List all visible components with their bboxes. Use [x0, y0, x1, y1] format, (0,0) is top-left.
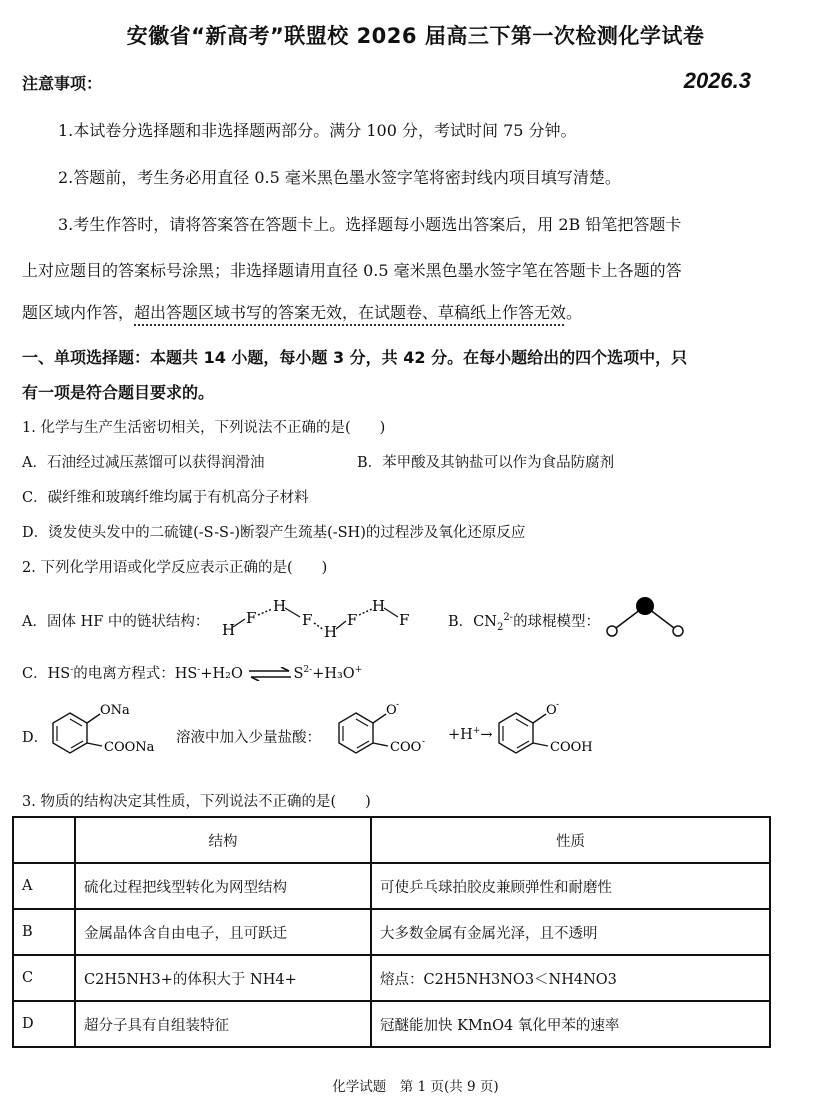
- q2-option-d-mid: 溶液中加入少量盐酸：: [176, 730, 321, 746]
- table-header-cell: 结构: [75, 817, 371, 863]
- notice-1: 1.本试卷分选择题和非选择题两部分。满分 100 分，考试时间 75 分钟。: [58, 121, 577, 140]
- svg-text:O: O: [386, 703, 397, 718]
- notice-3-pre: 题区域内作答，: [22, 303, 135, 322]
- q2-stem: 2. 下列化学用语或化学反应表示正确的是( ): [22, 560, 328, 576]
- notice-heading: 注意事项：: [22, 74, 103, 93]
- table-cell: 熔点：C2H5NH3NO3＜NH4NO3: [371, 955, 770, 1001]
- sodium-salicylate-structure: [40, 694, 180, 774]
- hf-atom: F: [302, 611, 313, 629]
- section-heading-line2: 有一项是符合题目要求的。: [22, 383, 215, 402]
- q3-table: [12, 816, 771, 1048]
- svg-text:O: O: [546, 703, 557, 718]
- table-cell: 可使乒乓球拍胶皮兼顾弹性和耐磨性: [371, 863, 770, 909]
- q2-option-c: C．HS-的电离方程式：HS-+H₂O $S^{2-}+H_3O^+$: [22, 665, 363, 682]
- svg-text:ONa: ONa: [100, 703, 130, 718]
- salicylic-acid-anion-structure: [486, 694, 626, 774]
- cn2-ball-stick-model: [600, 592, 696, 640]
- svg-text:-: -: [556, 700, 560, 710]
- q2-option-b-label: B．$CN_2^{2-}$的球棍模型：: [448, 612, 601, 633]
- notice-3-end: 。: [566, 303, 583, 322]
- hf-chain-structure: [218, 593, 418, 641]
- table-header-row: [13, 817, 770, 863]
- q1-option-b: B．苯甲酸及其钠盐可以作为食品防腐剂: [357, 455, 615, 471]
- table-cell: D: [13, 1001, 75, 1047]
- table-row: [13, 1001, 770, 1047]
- hf-atom: F: [347, 611, 358, 629]
- table-cell: 金属晶体含自由电子，且可跃迁: [75, 909, 371, 955]
- hf-atom: H: [273, 597, 287, 615]
- table-row: [13, 909, 770, 955]
- hf-atom: H: [324, 623, 338, 641]
- q2-option-d-reagent: +H+→: [448, 726, 493, 743]
- hf-atom: H: [372, 597, 386, 615]
- page-footer: 化学试题 第 1 页(共 9 页): [332, 1079, 499, 1095]
- svg-text:COOH: COOH: [550, 740, 593, 755]
- notice-3-line3: [22, 300, 582, 323]
- table-cell: 大多数金属有金属光泽，且不透明: [371, 909, 770, 955]
- hf-atom: F: [399, 611, 410, 629]
- q2-option-d-label: D．: [22, 730, 49, 746]
- table-header-cell: 性质: [371, 817, 770, 863]
- table-header-cell: [13, 817, 75, 863]
- section-heading-line1: 一、单项选择题：本题共 14 小题，每小题 3 分，共 42 分。在每小题给出的四个选项中，只: [22, 348, 688, 367]
- svg-text:-: -: [396, 700, 400, 710]
- svg-text:COO: COO: [390, 740, 422, 755]
- hf-atom: F: [246, 609, 257, 627]
- q1-option-c: C．碳纤维和玻璃纤维均属于有机高分子材料: [22, 490, 309, 506]
- equilibrium-arrow-icon: [247, 667, 293, 681]
- notice-2: 2.答题前，考生务必用直径 0.5 毫米黑色墨水签字笔将密封线内项目填写清楚。: [58, 168, 621, 187]
- table-cell: 超分子具有自组装特征: [75, 1001, 371, 1047]
- table-cell: 冠醚能加快 KMnO4 氧化甲苯的速率: [371, 1001, 770, 1047]
- salicylate-dianion-structure: [326, 694, 456, 774]
- table-cell: 硫化过程把线型转化为网型结构: [75, 863, 371, 909]
- exam-title: 安徽省“新高考”联盟校 2026 届高三下第一次检测化学试卷: [126, 24, 705, 48]
- notice-3-emphasis: 超出答题区域书写的答案无效，在试题卷、草稿纸上作答无效: [134, 303, 567, 322]
- q2-option-a-label: A．固体 HF 中的链状结构：: [22, 614, 210, 630]
- svg-text:-: -: [422, 737, 426, 747]
- table-cell: B: [13, 909, 75, 955]
- q3-stem: 3. 物质的结构决定其性质，下列说法不正确的是( ): [22, 794, 371, 810]
- table-row: [13, 955, 770, 1001]
- table-cell: A: [13, 863, 75, 909]
- q1-option-d: D．烫发使头发中的二硫键(-S-S-)断裂产生巯基(-SH)的过程涉及氧化还原反应: [22, 525, 526, 541]
- table-row: [13, 863, 770, 909]
- exam-date: 2026.3: [683, 68, 751, 93]
- table-cell: C: [13, 955, 75, 1001]
- notice-3-line1: 3.考生作答时，请将答案答在答题卡上。选择题每小题选出答案后，用 2B 铅笔把答题卡: [58, 215, 682, 234]
- svg-text:COONa: COONa: [104, 740, 155, 755]
- notice-3-line2: 上对应题目的答案标号涂黑；非选择题请用直径 0.5 毫米黑色墨水签字笔在答题卡上各题的答: [22, 261, 682, 280]
- q1-stem: 1. 化学与生产生活密切相关，下列说法不正确的是( ): [22, 420, 386, 436]
- hf-atom: H: [222, 621, 236, 639]
- table-cell: C2H5NH3+的体积大于 NH4+: [75, 955, 371, 1001]
- q1-option-a: A．石油经过减压蒸馏可以获得润滑油: [22, 455, 265, 471]
